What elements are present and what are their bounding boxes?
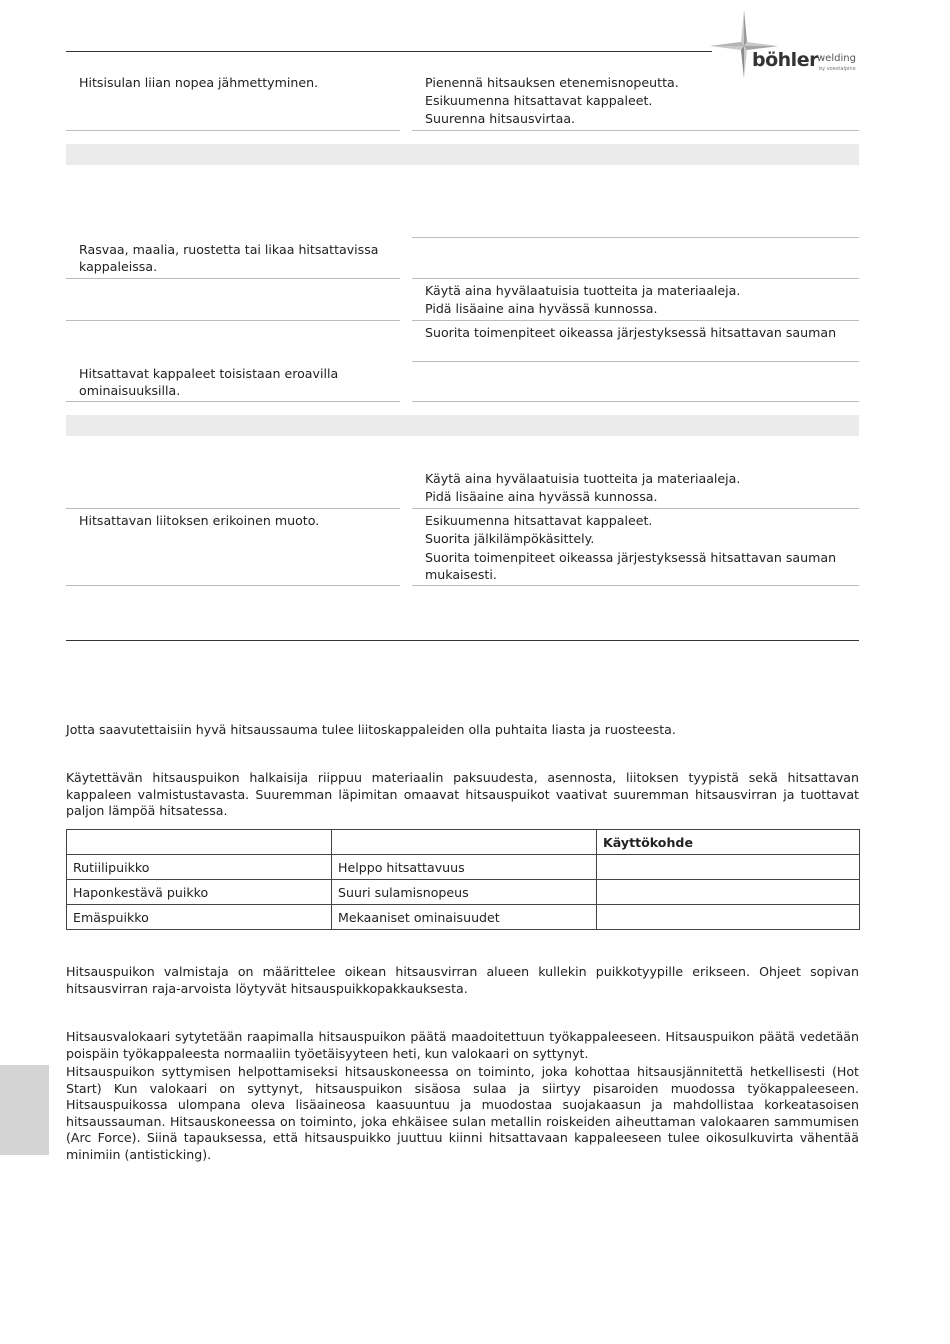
remedy-text: Esikuumenna hitsattavat kappaleet. [425,93,653,108]
brand-logo [706,8,866,80]
table-header-row [67,830,860,855]
cause-text: Rasvaa, maalia, ruostetta tai likaa hitsattavissa kappaleissa. [79,242,379,274]
row-rule [412,278,859,279]
remedy-text: Suorita toimenpiteet oikeassa järjestyksessä hitsattavan sauman [425,325,837,340]
cause-text: Hitsattavan liitoksen erikoinen muoto. [79,513,320,528]
table-row [67,905,860,930]
remedy-text: Käytä aina hyvälaatuisia tuotteita ja materiaaleja. [425,283,741,298]
remedy-text: Suurenna hitsausvirtaa. [425,111,576,126]
remedy-text: Pidä lisäaine aina hyvässä kunnossa. [425,301,658,316]
table-cell: Helppo hitsattavuus [332,855,597,880]
paragraph: Hitsauspuikon valmistaja on määrittelee oikean hitsausvirran alueen kullekin puikkotyypille erikseen. Ohjeet sopivan hitsausvirran raja-arvoista löytyvät hitsauspuikkopakkauksesta. [66,964,859,996]
row-rule [412,585,859,586]
row-rule [66,278,400,279]
table-header-cell: Käyttökohde [597,830,860,855]
table-row [67,880,860,905]
paragraph: Hitsausvalokaari sytytetään raapimalla hitsauspuikon päätä maadoitettuun työkappaleeseen. Hitsauspuikon päätä vedetään poispäin työkappaleesta normaaliin työetäisyyteen heti, kun valokaari on syttynyt. [66,1029,859,1061]
row-rule [412,130,859,131]
side-tab [0,1065,49,1155]
row-rule [412,320,859,321]
brand-suffix: welding [817,53,856,64]
row-rule [66,401,400,402]
section-band [66,415,859,436]
row-rule [412,508,859,509]
remedy-text: Pidä lisäaine aina hyvässä kunnossa. [425,489,658,504]
cause-text: Hitsisulan liian nopea jähmettyminen. [79,75,319,90]
brand-name: böhler [752,49,818,71]
table-cell [597,880,860,905]
table-cell: Emäspuikko [67,905,332,930]
row-rule [412,361,859,362]
table-cell: Suuri sulamisnopeus [332,880,597,905]
table-cell [597,855,860,880]
row-rule [66,585,400,586]
row-rule [66,508,400,509]
section-end-rule [66,640,859,641]
section-band [66,144,859,165]
table-cell [597,905,860,930]
paragraph: Jotta saavutettaisiin hyvä hitsaussauma tulee liitoskappaleiden olla puhtaita liasta ja ruosteesta. [66,722,676,737]
remedy-text: Esikuumenna hitsattavat kappaleet. [425,513,653,528]
remedy-text: Pienennä hitsauksen etenemisnopeutta. [425,75,679,90]
table-cell: Rutiilipuikko [67,855,332,880]
brand-tagline: by voestalpine [819,66,856,72]
row-rule [66,130,400,131]
row-rule [412,401,859,402]
table-header-cell [67,830,332,855]
electrode-table [66,829,860,930]
header-rule [66,51,712,52]
row-rule [66,320,400,321]
remedy-text: Suorita jälkilämpökäsittely. [425,531,595,546]
table-cell: Mekaaniset ominaisuudet [332,905,597,930]
paragraph: Hitsauspuikon syttymisen helpottamiseksi hitsauskoneessa on toiminto, joka kohottaa hitsausjännitettä hetkellisesti (Hot Start) Kun valokaari on syttynyt, hitsauspuikon sisäosa sulaa ja siirtyy pisaroiden muodossa työkappaleeseen. Hitsauspuikossa ulompana oleva lisäaineosa kaasuuntuu ja muodostaa suojakaasun ja mahdollistaa korkeatasoisen hitsaussauman. Hitsauskoneessa on toiminto, joka ehkäisee sulan metallin roiskeiden aiheuttaman valokaaren sammumisen (Arc Force). Siinä tapauksessa, että hitsauspuikko juuttuu kiinni hitsattavaan kappaleeseen tulee oikosulkuvirta vähentää minimiin (antisticking). [66,1064,859,1162]
table-header-cell [332,830,597,855]
row-rule [412,237,859,238]
remedy-text: Suorita toimenpiteet oikeassa järjestyksessä hitsattavan sauman mukaisesti. [425,550,837,582]
paragraph: Käytettävän hitsauspuikon halkaisija riippuu materiaalin paksuudesta, asennosta, liitoksen tyypistä sekä hitsattavan kappaleen valmistustavasta. Suuremman läpimitan omaavat hitsauspuikot vaativat suuremman hitsausvirran ja tuottavat paljon lämpöä hitsatessa. [66,770,859,818]
remedy-text: Käytä aina hyvälaatuisia tuotteita ja materiaaleja. [425,471,741,486]
table-cell: Haponkestävä puikko [67,880,332,905]
table-row [67,855,860,880]
cause-text: Hitsattavat kappaleet toisistaan eroavilla ominaisuuksilla. [79,366,339,398]
